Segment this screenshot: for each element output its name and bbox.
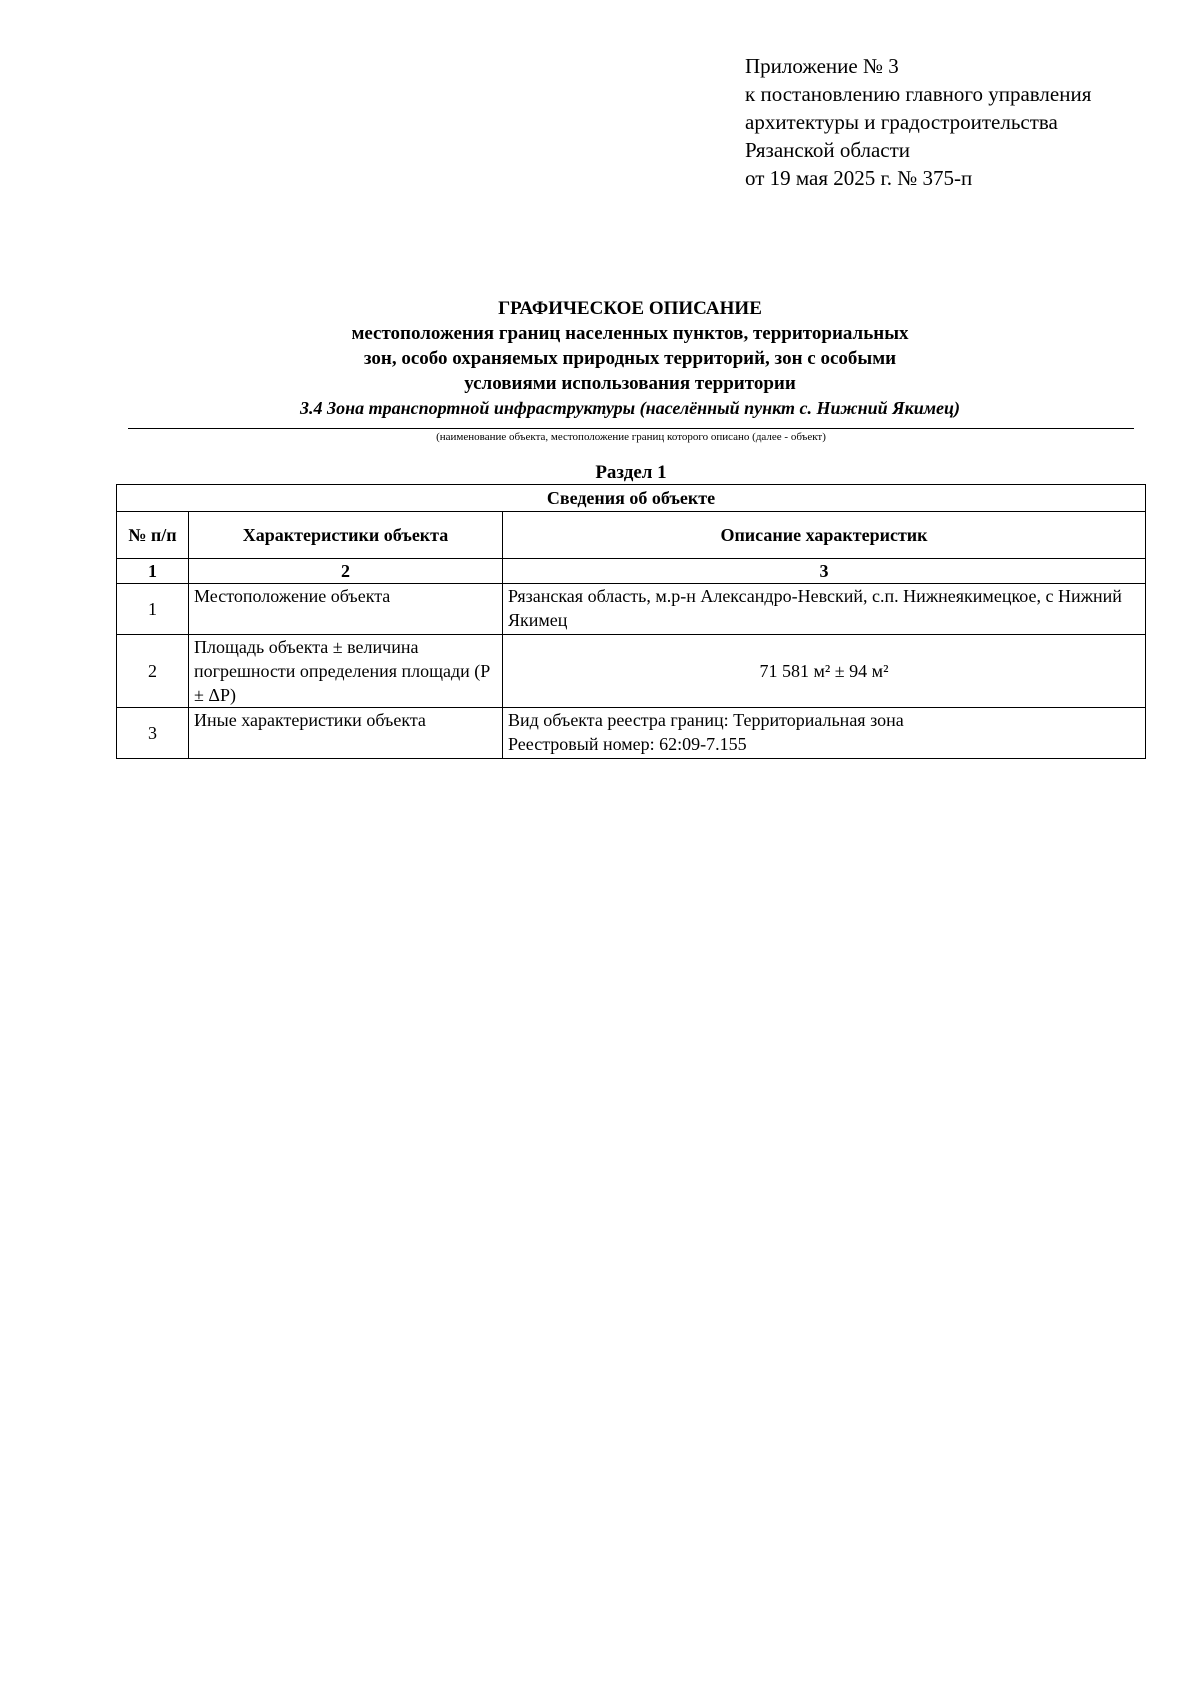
appendix-reference: к постановлению главного управления — [745, 82, 1092, 106]
header-characteristic: Характеристики объекта — [189, 512, 503, 559]
row-description: Рязанская область, м.р-н Александро-Невский, с.п. Нижнеякимецкое, с Нижний Якимец — [503, 584, 1146, 635]
row-characteristic: Иные характеристики объекта — [189, 708, 503, 759]
row-characteristic: Местоположение объекта — [189, 584, 503, 635]
section-title: Раздел 1 — [595, 462, 667, 483]
header-num: № п/п — [117, 512, 189, 559]
column-index-3: 3 — [503, 559, 1146, 584]
row-description-line-2: Реестровый номер: 62:09-7.155 — [508, 734, 747, 754]
title-main: ГРАФИЧЕСКОЕ ОПИСАНИЕ — [498, 298, 762, 319]
row-number: 3 — [117, 708, 189, 759]
header-description: Описание характеристик — [503, 512, 1146, 559]
appendix-header — [745, 52, 1185, 192]
object-name-caption: (наименование объекта, местоположение границ которого описано (далее - объект) — [436, 431, 826, 443]
table-row — [117, 708, 1146, 759]
row-number: 2 — [117, 635, 189, 708]
row-characteristic: Площадь объекта ± величина погрешности определения площади (P ± ΔP) — [189, 635, 503, 708]
appendix-date: от 19 мая 2025 г. № 375-п — [745, 166, 973, 190]
table-caption-row — [117, 485, 1146, 512]
object-info-table — [116, 484, 1146, 759]
title-subtitle-line-2: зон, особо охраняемых природных территорий, зон с особыми — [363, 348, 897, 369]
row-description — [503, 708, 1146, 759]
title-subtitle-line-3: условиями использования территории — [464, 373, 796, 394]
appendix-number: Приложение № 3 — [745, 54, 899, 78]
row-description: 71 581 м² ± 94 м² — [503, 635, 1146, 708]
column-index-2: 2 — [189, 559, 503, 584]
column-index-1: 1 — [117, 559, 189, 584]
document-title — [120, 296, 1140, 420]
table-caption: Сведения об объекте — [117, 485, 1146, 512]
row-number: 1 — [117, 584, 189, 635]
row-description-line-1: Вид объекта реестра границ: Территориальная зона — [508, 710, 904, 730]
appendix-region: Рязанской области — [745, 138, 911, 162]
object-name: 3.4 Зона транспортной инфраструктуры (населённый пункт с. Нижний Якимец) — [299, 398, 961, 418]
table-row — [117, 635, 1146, 708]
column-index-row — [117, 559, 1146, 584]
object-name-underline — [128, 428, 1134, 429]
title-subtitle-line-1: местоположения границ населенных пунктов, территориальных — [351, 323, 909, 344]
appendix-authority: архитектуры и градостроительства — [745, 110, 1058, 134]
table-row — [117, 584, 1146, 635]
table-header-row — [117, 512, 1146, 559]
